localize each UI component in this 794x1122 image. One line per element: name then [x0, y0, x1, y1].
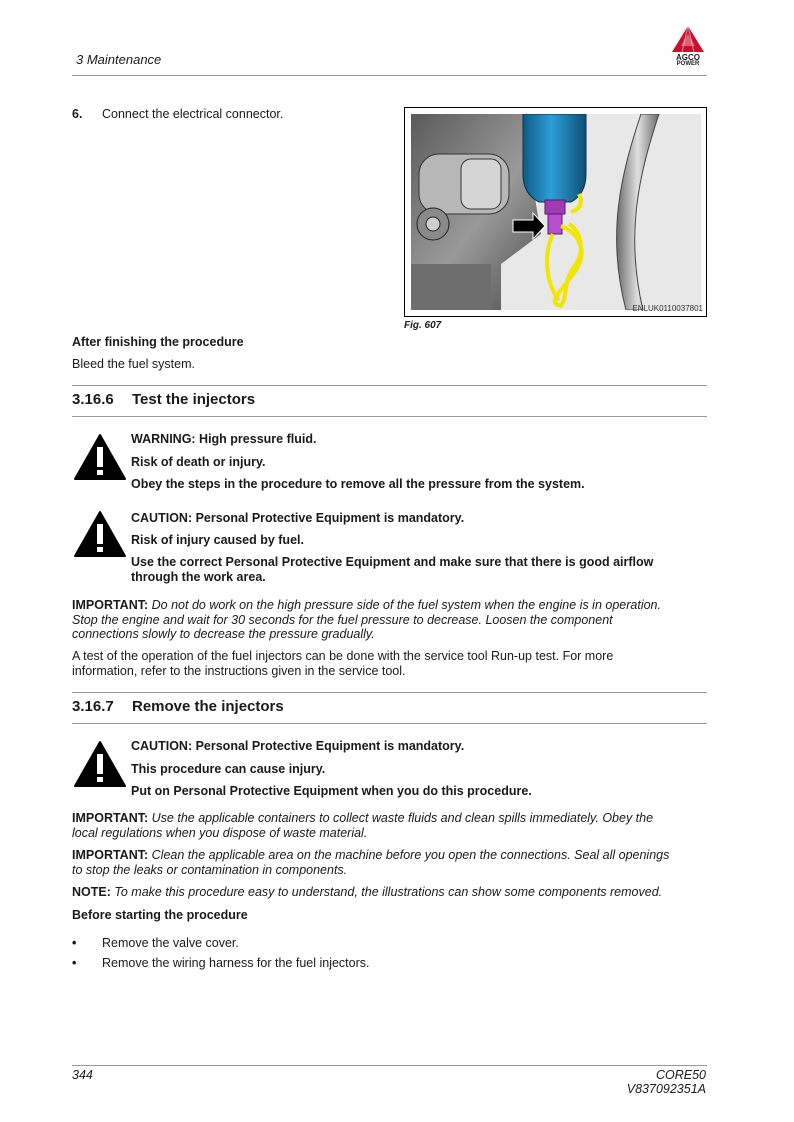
- step-text: Connect the electrical connector.: [102, 107, 284, 121]
- figure-607: [404, 107, 707, 317]
- section-title: Test the injectors: [132, 391, 256, 408]
- important-text-line1: Clean the applicable area on the machine before you open the connections. Seal all openings: [151, 848, 670, 862]
- section-number: 3.16.6: [72, 391, 114, 408]
- warning-risk: Risk of death or injury.: [131, 455, 266, 469]
- footer-rule: [72, 1065, 707, 1066]
- after-text: Bleed the fuel system.: [72, 357, 195, 371]
- logo-line1: AGCO: [676, 53, 700, 62]
- caution-risk: Risk of injury caused by fuel.: [131, 533, 304, 547]
- caution-instruction-line1: Use the correct Personal Protective Equipment and make sure that there is good airflow: [131, 555, 654, 569]
- after-heading: After finishing the procedure: [72, 335, 244, 349]
- section-rule-bottom: [72, 723, 707, 724]
- figure-caption: Fig. 607: [404, 320, 442, 331]
- caution-instruction: Put on Personal Protective Equipment when you do this procedure.: [131, 784, 532, 798]
- test-paragraph: [72, 649, 707, 678]
- section-title: Remove the injectors: [132, 698, 284, 715]
- section-number: 3.16.7: [72, 698, 114, 715]
- section-rule-top: [72, 692, 707, 693]
- before-heading: Before starting the procedure: [72, 908, 248, 922]
- important-note-2: [72, 811, 707, 840]
- logo-triangle-icon: [668, 24, 708, 54]
- figure-image-id: ENLUK0110037801: [632, 304, 703, 313]
- fuel-injector-connector-illustration: [411, 114, 701, 310]
- footer-model: CORE50: [655, 1068, 706, 1082]
- list-item: Remove the wiring harness for the fuel injectors.: [102, 956, 370, 970]
- important-label: IMPORTANT:: [72, 848, 149, 862]
- important-text-line3: connections slowly to decrease the pressure gradually.: [72, 627, 375, 641]
- agco-power-logo: [668, 24, 708, 68]
- test-text-line2: information, refer to the instructions given in the service tool.: [72, 663, 406, 678]
- important-note-3: [72, 848, 707, 877]
- section-rule-bottom: [72, 416, 707, 417]
- header-section-title: 3 Maintenance: [76, 52, 162, 67]
- important-text-line2: Stop the engine and wait for 30 seconds for the fuel pressure to decrease. Loosen the component: [72, 612, 613, 627]
- important-text-line1: Use the applicable containers to collect waste fluids and clean spills immediately. Obey the: [151, 811, 654, 825]
- warning-triangle-icon: [73, 433, 127, 481]
- important-label: IMPORTANT:: [72, 598, 149, 612]
- logo-line2: POWER: [676, 61, 700, 67]
- important-text-line1: Do not do work on the high pressure side of the fuel system when the engine is in operation.: [151, 598, 661, 612]
- warning-triangle-icon: [73, 510, 127, 558]
- bullet-icon: •: [72, 956, 77, 970]
- step-number: 6.: [72, 107, 83, 121]
- note: [72, 885, 707, 900]
- warning-title: WARNING: High pressure fluid.: [131, 432, 317, 446]
- warning-triangle-icon: [73, 740, 127, 788]
- caution-title: CAUTION: Personal Protective Equipment is mandatory.: [131, 739, 465, 753]
- footer-doc-id: V837092351A: [626, 1082, 706, 1096]
- caution-instruction-line2: through the work area.: [131, 570, 266, 584]
- note-label: NOTE:: [72, 885, 111, 899]
- note-text: To make this procedure easy to understand, the illustrations can show some components removed.: [114, 885, 663, 899]
- test-text-line1: A test of the operation of the fuel injectors can be done with the service tool Run-up test. For more: [72, 649, 614, 663]
- caution-title: CAUTION: Personal Protective Equipment is mandatory.: [131, 511, 465, 525]
- warning-instruction: Obey the steps in the procedure to remove all the pressure from the system.: [131, 477, 585, 491]
- section-rule-top: [72, 385, 707, 386]
- important-text-line2: to stop the leaks or contamination in components.: [72, 862, 348, 877]
- important-text-line2: local regulations when you dispose of waste material.: [72, 825, 368, 840]
- bullet-icon: •: [72, 936, 77, 950]
- important-label: IMPORTANT:: [72, 811, 149, 825]
- header-rule: [72, 75, 707, 76]
- list-item: Remove the valve cover.: [102, 936, 239, 950]
- page-number: 344: [72, 1068, 93, 1082]
- caution-risk: This procedure can cause injury.: [131, 762, 326, 776]
- important-note-1: [72, 598, 707, 642]
